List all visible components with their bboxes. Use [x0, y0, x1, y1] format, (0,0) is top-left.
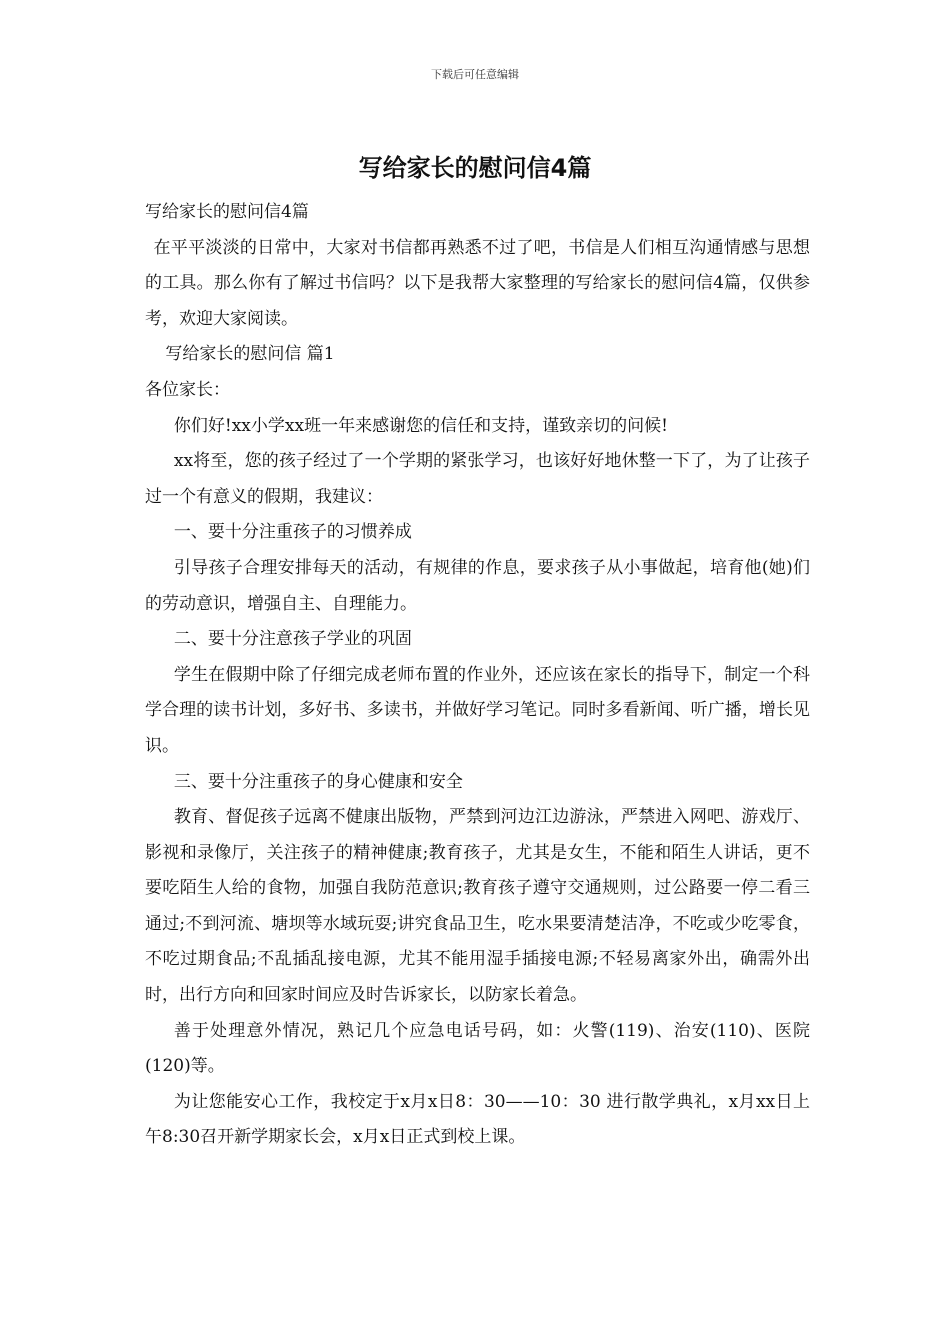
- document-title: 写给家长的慰问信4篇: [358, 154, 592, 182]
- intro-paragraph: 在平平淡淡的日常中，大家对书信都再熟悉不过了吧，书信是人们相互沟通情感与思想的工具。那么你有了解过书信吗？以下是我帮大家整理的写给家长的慰问信4篇，仅供参考，欢迎大家阅读。: [145, 237, 810, 329]
- document-body: [145, 195, 810, 1156]
- safety-paragraph: 教育、督促孩子远离不健康出版物，严禁到河边江边游泳，严禁进入网吧、游戏厅、影视和录像厅，关注孩子的精神健康;教育孩子，尤其是女生，不能和陌生人讲话，更不要吃陌生人给的食物，加强自我防范意识;教育孩子遵守交通规则，过公路要一停二看三通过;不到河流、塘坝等水域玩耍;讲究食品卫生，吃水果要清楚洁净，不吃或少吃零食，不吃过期食品;不乱插乱接电源，尤其不能用湿手插接电源;不轻易离家外出，确需外出时，出行方向和回家时间应及时告诉家长，以防家长着急。: [145, 807, 810, 1006]
- point-heading-safety: 三、要十分注重孩子的身心健康和安全: [173, 771, 463, 792]
- point-heading-habits: 一、要十分注重孩子的习惯养成: [173, 522, 412, 543]
- header-note: 下载后可任意编辑: [431, 68, 519, 81]
- salutation: 各位家长：: [145, 379, 230, 400]
- habits-paragraph: 引导孩子合理安排每天的活动，有规律的作息，要求孩子从小事做起，培育他(她)们的劳动意识，增强自主、自理能力。: [145, 557, 810, 614]
- studies-paragraph: 学生在假期中除了仔细完成老师布置的作业外，还应该在家长的指导下，制定一个科学合理的读书计划，多好书、多读书，并做好学习笔记。同时多看新闻、听广播，增长见识。: [145, 664, 810, 756]
- greeting-paragraph: 你们好!xx小学xx班一年来感谢您的信任和支持，谨致亲切的问候!: [173, 415, 668, 436]
- point-heading-studies: 二、要十分注意孩子学业的巩固: [173, 629, 412, 650]
- holiday-paragraph: xx将至，您的孩子经过了一个学期的紧张学习，也该好好地休整一下了，为了让孩子过一个有意义的假期，我建议：: [145, 451, 810, 507]
- schedule-paragraph: 为让您能安心工作，我校定于x月x日8：30——10：30 进行散学典礼，x月xx日上午8:30召开新学期家长会，x月x日正式到校上课。: [145, 1091, 810, 1148]
- emergency-paragraph: 善于处理意外情况，熟记几个应急电话号码，如：火警(119)、治安(110)、医院(120)等。: [145, 1020, 810, 1077]
- section-heading: 写给家长的慰问信 篇1: [165, 344, 335, 365]
- document-subtitle: 写给家长的慰问信4篇: [145, 202, 309, 222]
